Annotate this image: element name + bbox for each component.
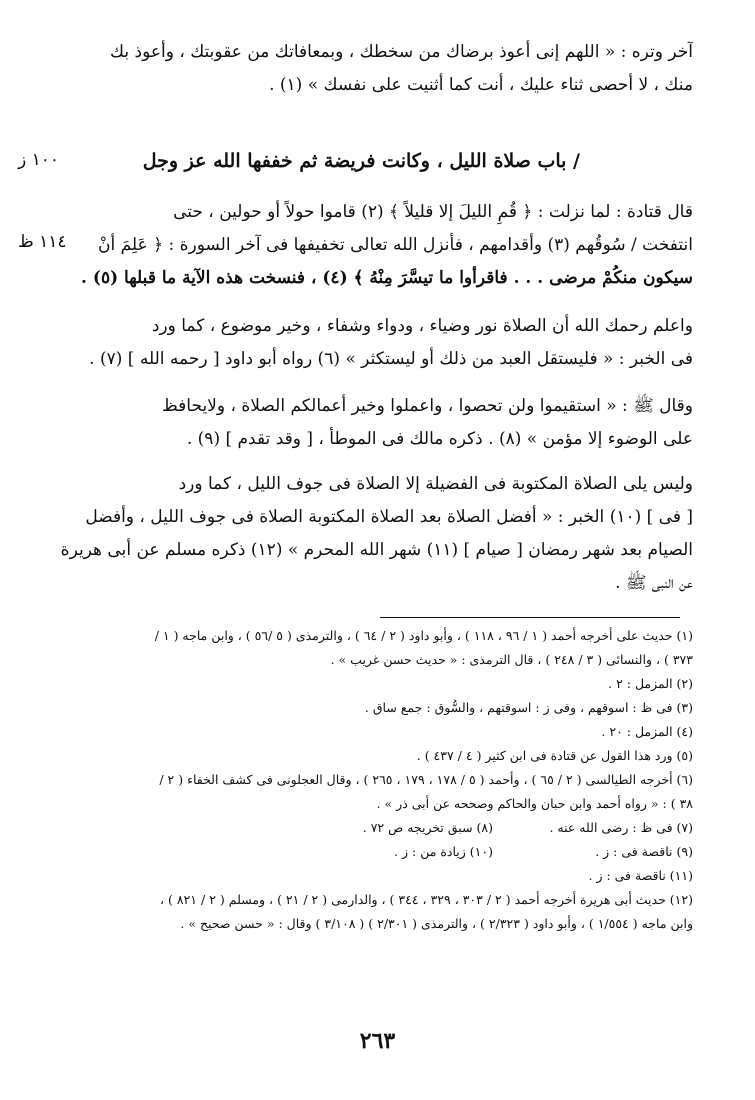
chapter-heading: / باب صلاة الليل ، وكانت فريضة ثم خففها الله عز وجل [142,150,580,172]
text-line: وليس يلى الصلاة المكتوبة فى الفضيلة إلا الصلاة فى جوف الليل ، كما ورد [178,474,693,494]
footnote-item: (١٠) زيادة من : ز . [394,844,493,859]
footnote-line: ٣٨ ) : « رواه أحمد وابن حبان والحاكم وصححه عن أبى ذر » . [376,796,693,811]
text-line: على الوضوء إلا مؤمن » (٨) . ذكره مالك فى الموطأ ، [ وقد تقدم ] (٩) . [186,429,693,449]
footnote-line: (٤) المزمل : ٢٠ . [601,724,693,739]
text-line: منك ، لا أحصى ثناء عليك ، أنت كما أثنيت على نفسك » (١) . [269,75,693,95]
text-line: الصيام بعد شهر رمضان [ صيام ] (١١) شهر الله المحرم » (١٢) ذكره مسلم عن أبى هريرة [60,540,693,560]
footnote-line: (٢) المزمل : ٢ . [608,676,693,691]
footnote-line: ٣٧٣ ) ، والنسائى ( ٣ / ٢٤٨ ) ، قال الترمذى : « حديث حسن غريب » . [330,652,693,667]
margin-manuscript-ref: ١٠٠ ز [18,150,60,170]
footnote-line: وابن ماجه ( ١/٥٥٤ ) ، وأبو داود ( ٢/٣٢٣ ) ، والترمذى ( ٢/٣٠١ ) ( ٣/١٠٨ ) وقال : « حسن صحيح » . [180,916,693,931]
text-line: انتفخت / سُوقُهم (٣) وأقدامهم ، فأنزل الله تعالى تخفيفها فى آخر السورة : ﴿ عَلِمَ أنْ [98,235,693,255]
footnote-item: (٧) فى ظ : رضى الله عنه . [549,820,693,835]
footnote-line: (٣) فى ظ : اسوقهم ، وفى ز : اسوقتهم ، والسُّوق : جمع ساق . [364,700,693,715]
footnote-item: (٨) سبق تخريجه ص ٧٢ . [362,820,493,835]
text-line: [ فى ] (١٠) الخبر : « أفضل الصلاة بعد الصلاة المكتوبة الصلاة فى جوف الليل ، وأفضل [85,507,693,527]
body-paragraph [53,196,693,295]
page-number: ٢٦٣ [359,1028,396,1054]
text-line: وقال ﷺ : « استقيموا ولن تحصوا ، واعملوا وخير أعمالكم الصلاة ، ولايحافظ [162,396,693,416]
footnote-line: (٦) أخرجه الطيالسى ( ٢ / ٦٥ ) ، وأحمد ( ٥ / ١٧٨ ، ١٧٩ ، ٢٦٥ ) ، وقال العجلونى فى كشف الخفاء ( ٢ / [159,772,693,787]
footnote-line: (١) حديث على أخرجه أحمد ( ١ / ٩٦ ، ١١٨ ) ، وأبو داود ( ٢ / ٦٤ ) ، والترمذى ( ٥ /٥٦ ) ، وابن ماجه ( ١ / [154,628,693,643]
footnotes [43,624,693,936]
top-paragraph [53,36,693,102]
body-paragraph [53,390,693,456]
text-line: قال قتادة : لما نزلت : ﴿ قُمِ الليلَ إلا قليلاً ﴾ (٢) قاموا حولاً أو حولين ، حتى [173,202,693,222]
text-line: آخر وتره : « اللهم إنى أعوذ برضاك من سخطك ، وبمعافاتك من عقوبتك ، وأعوذ بك [110,42,693,62]
footnote-line-pair [43,816,693,840]
body-paragraph [53,310,693,376]
body-paragraph [53,468,693,600]
footnote-line: (١١) ناقصة فى : ز . [588,868,693,883]
footnote-line-pair [43,840,693,864]
footnote-divider [380,617,680,618]
margin-manuscript-ref: ١١٤ ظ [18,232,67,252]
text-line: سيكون منكُمْ مرضى . . . فاقرأوا ما تيسَّرَ مِنْهُ ﴾ (٤) ، فنسخت هذه الآية ما قبلها (٥) . [81,268,693,288]
text-line: فى الخبر : « فليستقل العبد من ذلك أو ليستكثر » (٦) رواه أبو داود [ رحمه الله ] (٧) . [89,349,693,369]
text-line: عن النبى ﷺ . [615,573,693,593]
footnote-line: (٥) ورد هذا القول عن قتادة فى ابن كثير ( ٤ / ٤٣٧ ) . [416,748,693,763]
footnote-item: (٩) ناقصة فى : ز . [595,844,693,859]
text-line: واعلم رحمك الله أن الصلاة نور وضياء ، ودواء وشفاء ، وخير موضوع ، كما ورد [151,316,693,336]
footnote-line: (١٢) حديث أبى هريرة أخرجه أحمد ( ٢ / ٣٠٣ ، ٣٢٩ ، ٣٤٤ ) ، والدارمى ( ٢ / ٢١ ) ، ومسلم ( ٢ / ٨٢١ ) ، [160,892,693,907]
